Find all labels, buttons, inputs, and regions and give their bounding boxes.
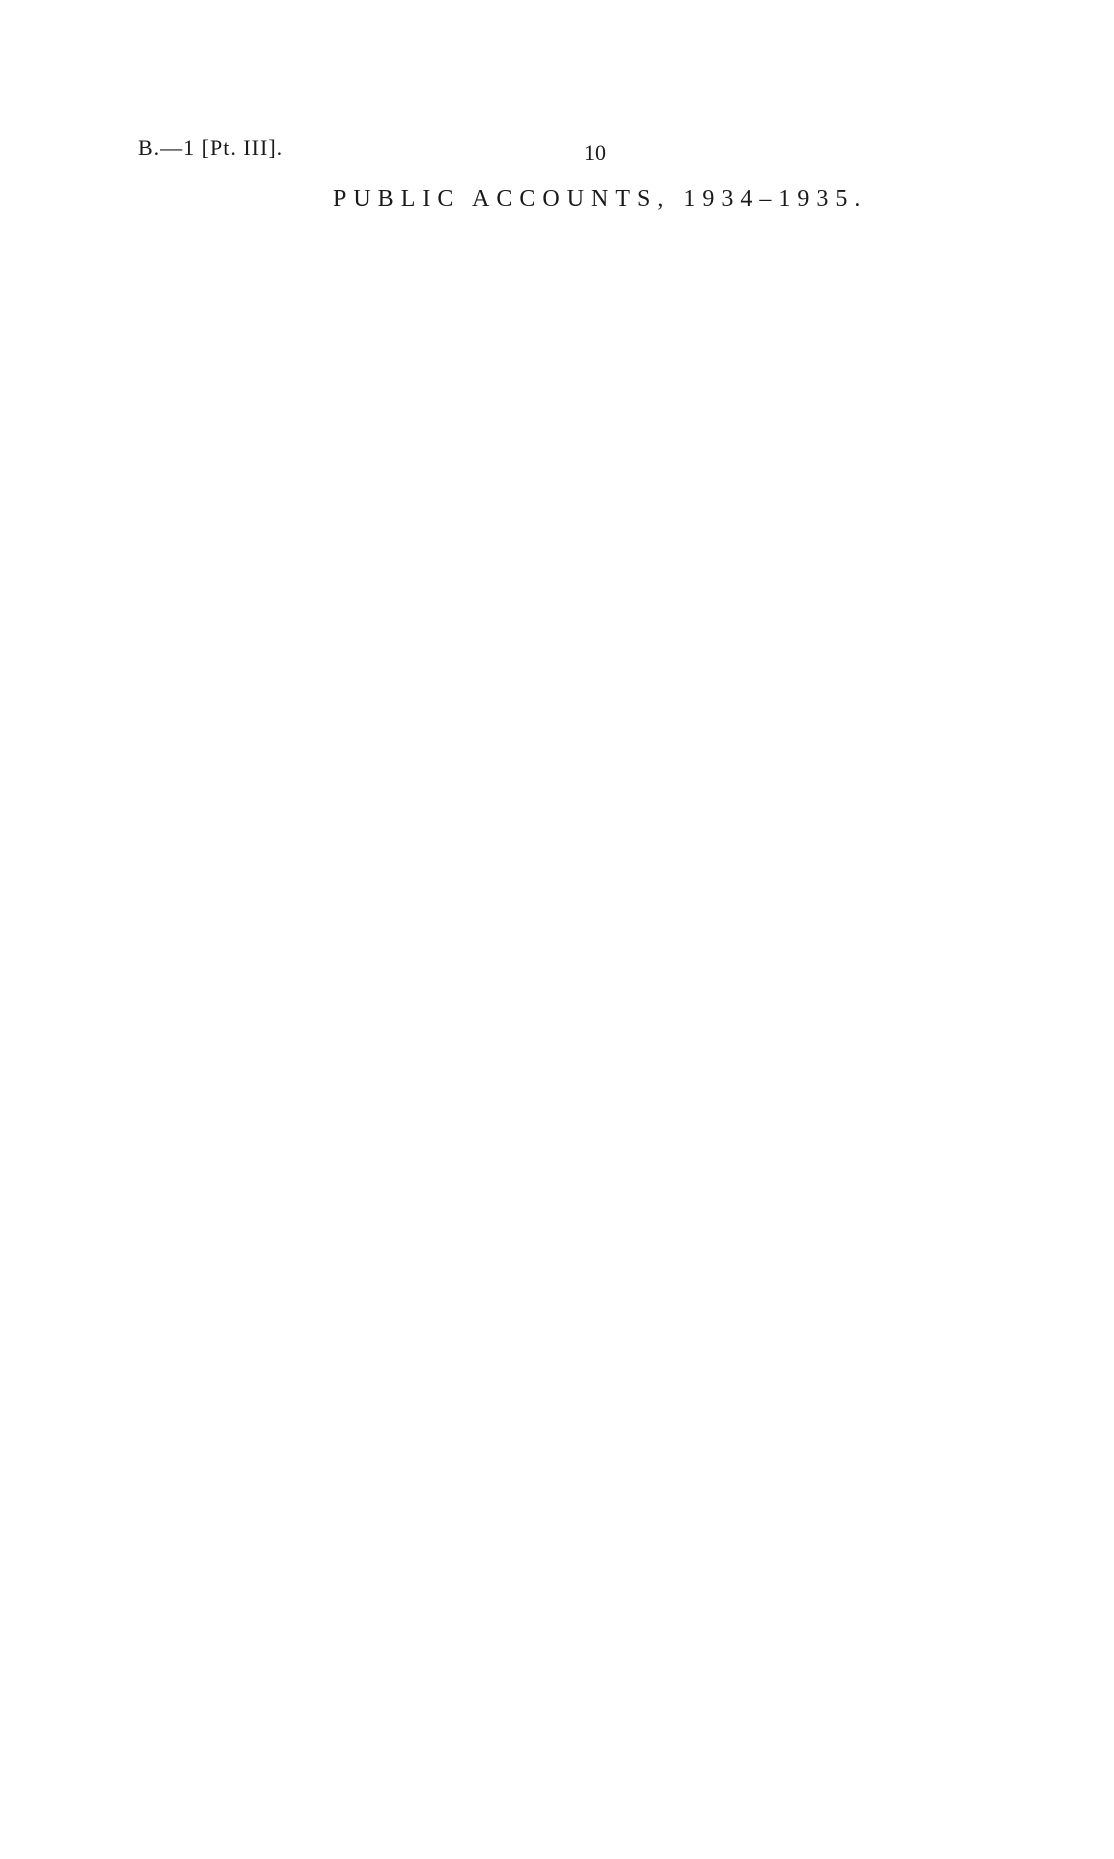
page-number: 10	[584, 140, 606, 165]
document-reference: B.—1 [Pt. III].	[138, 135, 284, 160]
running-title: PUBLIC ACCOUNTS, 1934–1935.	[333, 186, 868, 212]
